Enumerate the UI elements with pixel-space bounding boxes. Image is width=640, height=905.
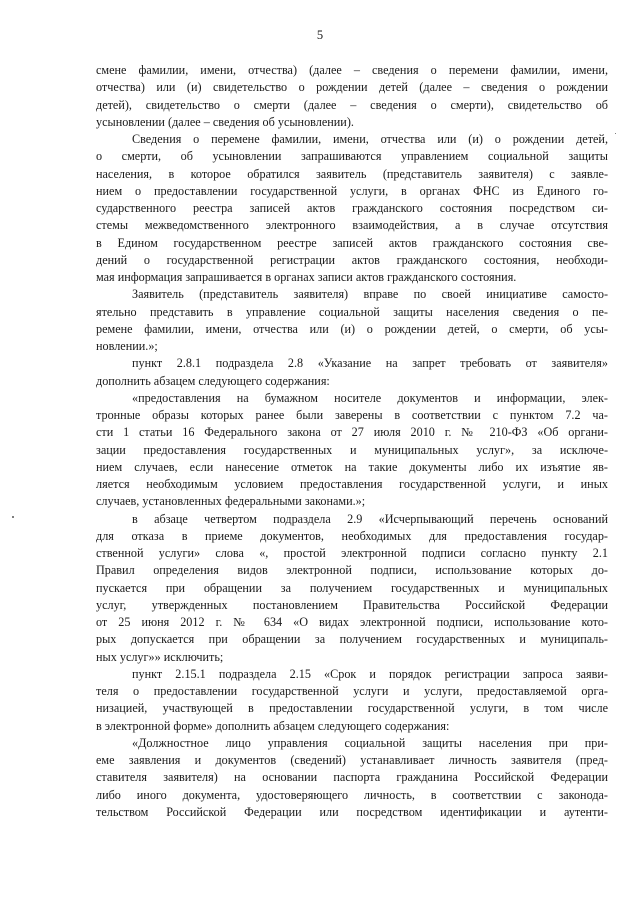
- text-line: ремене фамилии, имени, отчества или (и) о рождении детей, о смерти, об усы-: [96, 321, 608, 336]
- text-line: сударственного реестра записей актов гражданского состояния посредством си-: [96, 201, 608, 215]
- text-line: ляется необходимым условием предоставления государственной услуги, и иных: [96, 477, 608, 491]
- text-line: стемы межведомственного электронного взаимодействия, а в случае отсутствия: [96, 218, 608, 233]
- text-line: детей), свидетельство о смерти (далее – сведения о смерти), свидетельство об: [96, 97, 608, 112]
- text-line: отчества) или (и) свидетельство о рождении детей (далее – сведения о рождении: [96, 80, 608, 95]
- paragraph-8: [96, 735, 608, 821]
- text-line: для отказа в приеме документов, необходимых для предоставления государ-: [96, 528, 608, 543]
- paragraph-1: [96, 62, 608, 131]
- text-line: в Едином государственном реестре записей актов гражданского состояния све-: [96, 235, 608, 250]
- text-line: новлении.»;: [96, 339, 158, 353]
- text-line: усыновлении (далее – сведения об усыновлении).: [96, 114, 354, 129]
- paragraph-2: [96, 131, 608, 286]
- scan-speck: [12, 516, 14, 518]
- text-line: Правил определения видов электронной подписи, использование которых до-: [96, 563, 608, 578]
- text-line: рых допускается при обращении за получением государственных и муниципаль-: [96, 632, 608, 647]
- text-line: нием случаев, если нанесение отметок на такие документы либо их изъятие яв-: [96, 459, 608, 474]
- paragraph-6: [96, 511, 608, 666]
- text-line: Сведения о перемене фамилии, имени, отчества или (и) о рождении детей,: [132, 132, 608, 146]
- paragraph-4: [96, 355, 608, 390]
- text-line: тельством Российской Федерации или посредством идентификации и аутенти-: [96, 804, 608, 819]
- text-line: мая информация запрашивается в органах записи актов гражданского состояния.: [96, 270, 517, 284]
- text-line: смене фамилии, имени, отчества) (далее – сведения о перемени фамилии, имени,: [96, 63, 608, 77]
- text-line: тронные образы которых ранее были заверены в соответствии с пунктом 7.2 ча-: [96, 408, 608, 422]
- text-line: Заявитель (представитель заявителя) вправе по своей инициативе самосто-: [132, 287, 608, 302]
- page-number: 5: [316, 28, 324, 42]
- paragraph-3: [96, 286, 608, 355]
- text-line: «Должностное лицо управления социальной защиты населения при при-: [132, 735, 608, 750]
- text-line: нием о предоставлении государственной услуги, в органах ФНС из Единого го-: [96, 183, 608, 198]
- text-line: ятельно представить в управление социальной защиты населения сведения о пе-: [96, 304, 608, 319]
- paragraph-5: [96, 390, 608, 511]
- text-line: в абзаце четвертом подраздела 2.9 «Исчерпывающий перечень оснований: [132, 511, 608, 526]
- text-line: дополнить абзацем следующего содержания:: [96, 373, 330, 388]
- text-line: населения, в которое обратился заявитель (представитель заявителя) с заявле-: [96, 166, 608, 181]
- text-line: теля о предоставлении государственной услуги и услуги, предоставляемой орга-: [96, 684, 608, 698]
- text-line: ственной услуги» слова «, простой электронной подписи согласно пункту 2.1: [96, 546, 608, 560]
- text-line: низацией, участвующей в предоставлении государственной услуги, в том числе: [96, 701, 608, 716]
- text-line: пункт 2.15.1 подраздела 2.15 «Срок и порядок регистрации запроса заяви-: [132, 666, 608, 681]
- text-line: либо иного документа, удостоверяющего личность, в соответствии с законода-: [96, 787, 608, 802]
- text-line: «предоставления на бумажном носителе документов и информации, элек-: [132, 390, 608, 405]
- text-line: ных услуг»» исключить;: [96, 649, 224, 664]
- text-line: от 25 июня 2012 г. № 634 «О видах электронной подписи, использование кото-: [96, 615, 608, 629]
- text-line: услуг, утвержденных постановлением Правительства Российской Федерации: [96, 597, 608, 612]
- paragraph-7: [96, 666, 608, 735]
- text-line: сти 1 статьи 16 Федерального закона от 27 июля 2010 г. № 210-ФЗ «Об органи-: [96, 425, 608, 440]
- text-line: зации предоставления государственных и муниципальных услуг», за исключе-: [96, 442, 608, 457]
- text-line: в электронной форме» дополнить абзацем следующего содержания:: [96, 718, 450, 733]
- text-line: ставителя заявителя) на основании паспорта гражданина Российской Федерации: [96, 770, 608, 785]
- text-line: случаев, установленных федеральными законами.»;: [96, 494, 366, 509]
- text-line: дений о государственной регистрации актов гражданского состояния, необходи-: [96, 252, 608, 267]
- text-line: пункт 2.8.1 подраздела 2.8 «Указание на запрет требовать от заявителя»: [132, 356, 608, 371]
- text-line: пускается при обращении за получением государственных и муниципальных: [96, 580, 608, 595]
- text-line: о смерти, об усыновлении запрашиваются управлением социальной защиты: [96, 149, 608, 164]
- document-body: [96, 62, 608, 821]
- text-line: еме заявления и документов (сведений) устанавливает личность заявителя (пред-: [96, 753, 608, 767]
- scan-speck: [615, 133, 616, 134]
